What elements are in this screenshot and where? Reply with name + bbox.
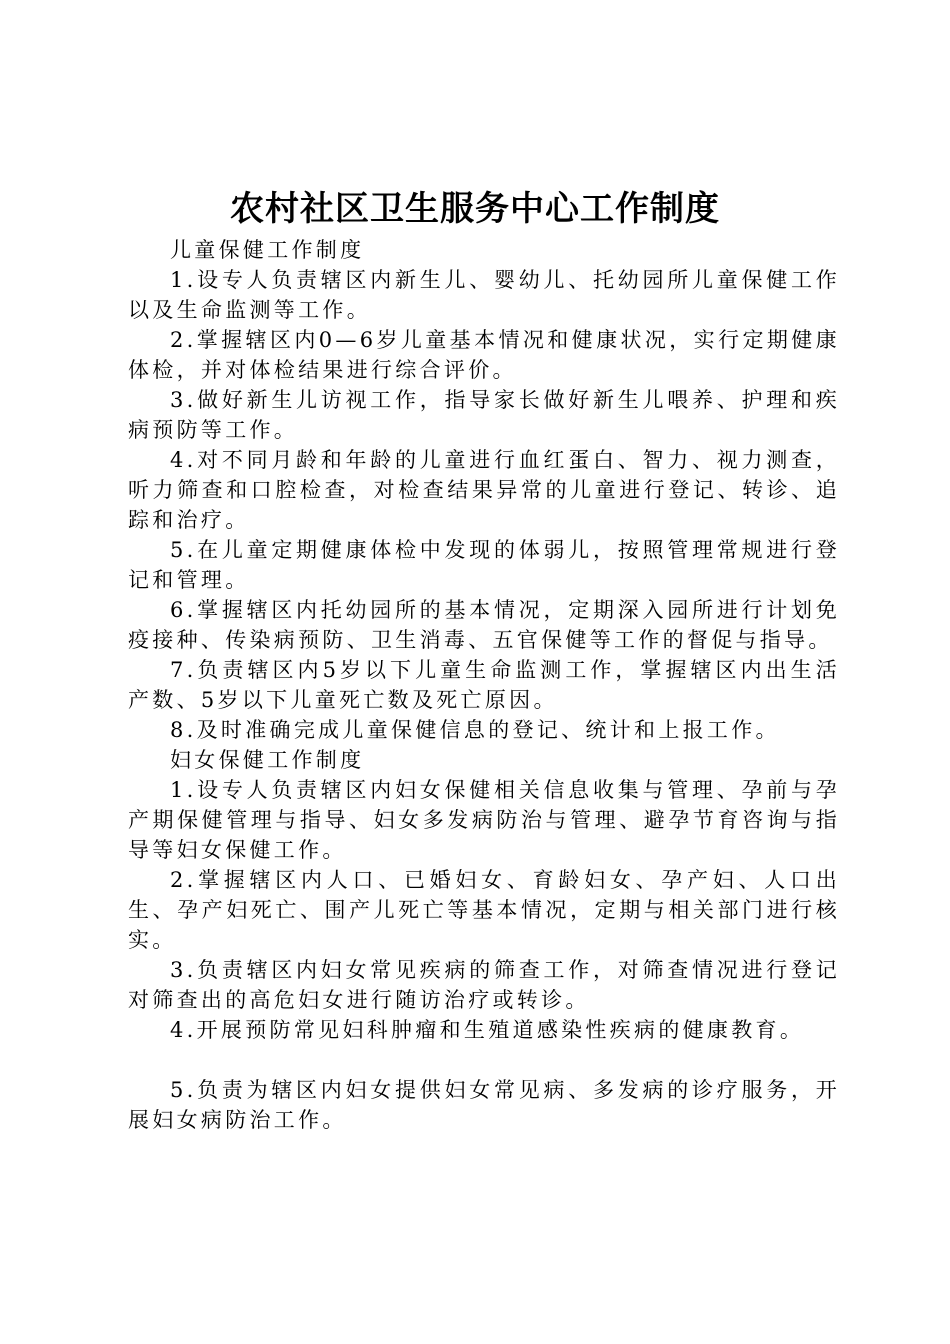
section-heading-women-health: 妇女保健工作制度 — [170, 748, 365, 772]
paragraph: 4.对不同月龄和年龄的儿童进行血红蛋白、智力、视力测查，听力筛查和口腔检查，对检查结果异常的儿童进行登记、转诊、追踪和治疗。 — [128, 448, 840, 532]
paragraph: 3.做好新生儿访视工作，指导家长做好新生儿喂养、护理和疾病预防等工作。 — [128, 388, 840, 442]
document-title: 农村社区卫生服务中心工作制度 — [230, 189, 720, 229]
paragraph: 8.及时准确完成儿童保健信息的登记、统计和上报工作。 — [170, 718, 780, 742]
paragraph: 4.开展预防常见妇科肿瘤和生殖道感染性疾病的健康教育。 — [170, 1018, 805, 1042]
section-heading-child-health: 儿童保健工作制度 — [170, 238, 365, 262]
paragraph: 5.在儿童定期健康体检中发现的体弱儿，按照管理常规进行登记和管理。 — [128, 538, 840, 592]
paragraph: 2.掌握辖区内人口、已婚妇女、育龄妇女、孕产妇、人口出生、孕产妇死亡、围产儿死亡等基本情况，定期与相关部门进行核实。 — [128, 868, 840, 952]
paragraph: 5.负责为辖区内妇女提供妇女常见病、多发病的诊疗服务，开展妇女病防治工作。 — [128, 1078, 840, 1132]
paragraph: 1.设专人负责辖区内新生儿、婴幼儿、托幼园所儿童保健工作以及生命监测等工作。 — [128, 268, 840, 322]
document-body — [128, 235, 840, 1135]
paragraph: 3.负责辖区内妇女常见疾病的筛查工作，对筛查情况进行登记对筛查出的高危妇女进行随访治疗或转诊。 — [128, 958, 840, 1012]
paragraph: 1.设专人负责辖区内妇女保健相关信息收集与管理、孕前与孕产期保健管理与指导、妇女多发病防治与管理、避孕节育咨询与指导等妇女保健工作。 — [128, 778, 840, 862]
paragraph: 6.掌握辖区内托幼园所的基本情况，定期深入园所进行计划免疫接种、传染病预防、卫生消毒、五官保健等工作的督促与指导。 — [128, 598, 840, 652]
blank-line — [128, 1045, 840, 1075]
paragraph: 7.负责辖区内5岁以下儿童生命监测工作，掌握辖区内出生活产数、5岁以下儿童死亡数及死亡原因。 — [128, 658, 840, 712]
paragraph: 2.掌握辖区内0—6岁儿童基本情况和健康状况，实行定期健康体检，并对体检结果进行综合评价。 — [128, 328, 840, 382]
